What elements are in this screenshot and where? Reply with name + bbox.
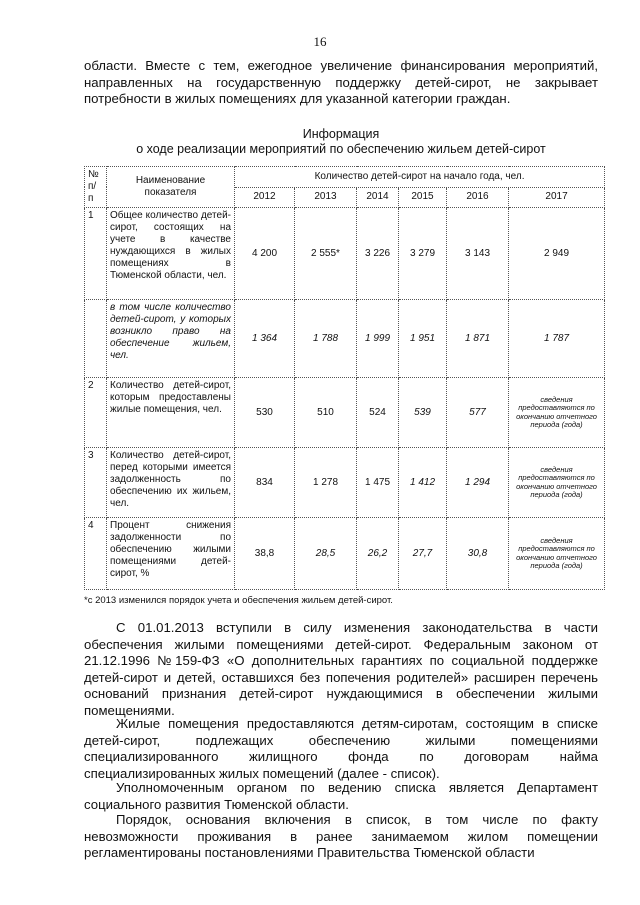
table-header-row (85, 167, 605, 188)
cell-value: 1 278 (295, 448, 357, 518)
cell-value: 1 951 (399, 300, 447, 378)
row-number (85, 300, 107, 378)
cell-value: 530 (235, 378, 295, 448)
header-indicator-name: Наименование показателя (107, 167, 235, 208)
body-paragraph: Жилые помещения предоставляются детям-сиротам, состоящим в списке детей-сирот, подлежащих обеспечению жилыми помещениями специализированного жилищного фонда по договорам найма специализированных жилых помещений (далее - список). (84, 716, 598, 781)
row-name: в том числе количество детей-сирот, у которых возникло право на обеспечение жильем, чел. (107, 300, 235, 378)
cell-value: 1 787 (509, 300, 605, 378)
table-title-line1: Информация (302, 127, 380, 141)
table-row (85, 518, 605, 590)
intro-paragraph: области. Вместе с тем, ежегодное увеличение финансирования мероприятий, направленных на государственную поддержку детей-сирот, не закрывает потребности в жилых помещениях для указанной категории граждан. (84, 58, 598, 106)
cell-value: 2 949 (509, 208, 605, 300)
body-paragraph: Порядок, основания включения в список, в том числе по факту невозможности проживания в ранее занимаемом жилом помещении регламентированы постановлениями Правительства Тюменской области (84, 812, 598, 860)
header-year: 2014 (357, 187, 399, 208)
row-number: 3 (85, 448, 107, 518)
row-number: 2 (85, 378, 107, 448)
table-row (85, 208, 605, 300)
cell-value: 27,7 (399, 518, 447, 590)
cell-value: 3 226 (357, 208, 399, 300)
cell-value: 1 475 (357, 448, 399, 518)
cell-value: 577 (447, 378, 509, 448)
cell-value: 1 412 (399, 448, 447, 518)
row-name: Количество детей-сирот, перед которыми имеется задолженность по обеспечению их жильем, чел. (107, 448, 235, 518)
table-row (85, 448, 605, 518)
cell-value: 1 788 (295, 300, 357, 378)
cell-value: 4 200 (235, 208, 295, 300)
cell-value: 3 279 (399, 208, 447, 300)
cell-value: 524 (357, 378, 399, 448)
header-year: 2013 (295, 187, 357, 208)
table-row (85, 378, 605, 448)
cell-value: 38,8 (235, 518, 295, 590)
row-name: Количество детей-сирот, которым предоставлены жилые помещения, чел. (107, 378, 235, 448)
cell-value: 28,5 (295, 518, 357, 590)
header-year: 2015 (399, 187, 447, 208)
header-year: 2012 (235, 187, 295, 208)
row-name: Общее количество детей-сирот, состоящих на учете в качестве нуждающихся в жилых помещениях в Тюменской области, чел. (107, 208, 235, 300)
cell-value: 1 999 (357, 300, 399, 378)
cell-value: 1 871 (447, 300, 509, 378)
cell-value: 30,8 (447, 518, 509, 590)
row-number: 4 (85, 518, 107, 590)
cell-note: сведения предоставляются по окончанию отчетного периода (года) (509, 378, 605, 448)
body-paragraph: Уполномоченным органом по ведению списка является Департамент социального развития Тюменской области. (84, 780, 598, 812)
orphans-housing-table (84, 166, 605, 590)
cell-value: 1 294 (447, 448, 509, 518)
page-number: 16 (313, 34, 327, 49)
cell-note: сведения предоставляются по окончанию отчетного периода (года) (509, 518, 605, 590)
cell-value: 539 (399, 378, 447, 448)
header-year: 2017 (509, 187, 605, 208)
cell-value: 26,2 (357, 518, 399, 590)
cell-value: 2 555* (295, 208, 357, 300)
header-year: 2016 (447, 187, 509, 208)
header-count-group: Количество детей-сирот на начало года, чел. (235, 167, 605, 188)
table-title-line2: о ходе реализации мероприятий по обеспечению жильем детей-сирот (136, 142, 546, 156)
header-number: № п/ п (85, 167, 107, 208)
table-footnote: *с 2013 изменился порядок учета и обеспечения жильем детей-сирот. (84, 595, 393, 606)
table-row (85, 300, 605, 378)
cell-value: 834 (235, 448, 295, 518)
cell-value: 3 143 (447, 208, 509, 300)
row-number: 1 (85, 208, 107, 300)
row-name: Процент снижения задолженности по обеспечению жилыми помещениями детей-сирот, % (107, 518, 235, 590)
cell-value: 510 (295, 378, 357, 448)
cell-note: сведения предоставляются по окончанию отчетного периода (года) (509, 448, 605, 518)
cell-value: 1 364 (235, 300, 295, 378)
table-title (84, 127, 598, 157)
body-paragraph: С 01.01.2013 вступили в силу изменения законодательства в части обеспечения жилыми помещениями детей-сирот. Федеральным законом от 21.12.1996 №159-ФЗ «О дополнительных гарантиях по социальной поддержке детей-сирот и детей, оставшихся без попечения родителей» расширен перечень оснований признания детей-сирот нуждающимися в обеспечении жилыми помещениями. (84, 620, 598, 718)
